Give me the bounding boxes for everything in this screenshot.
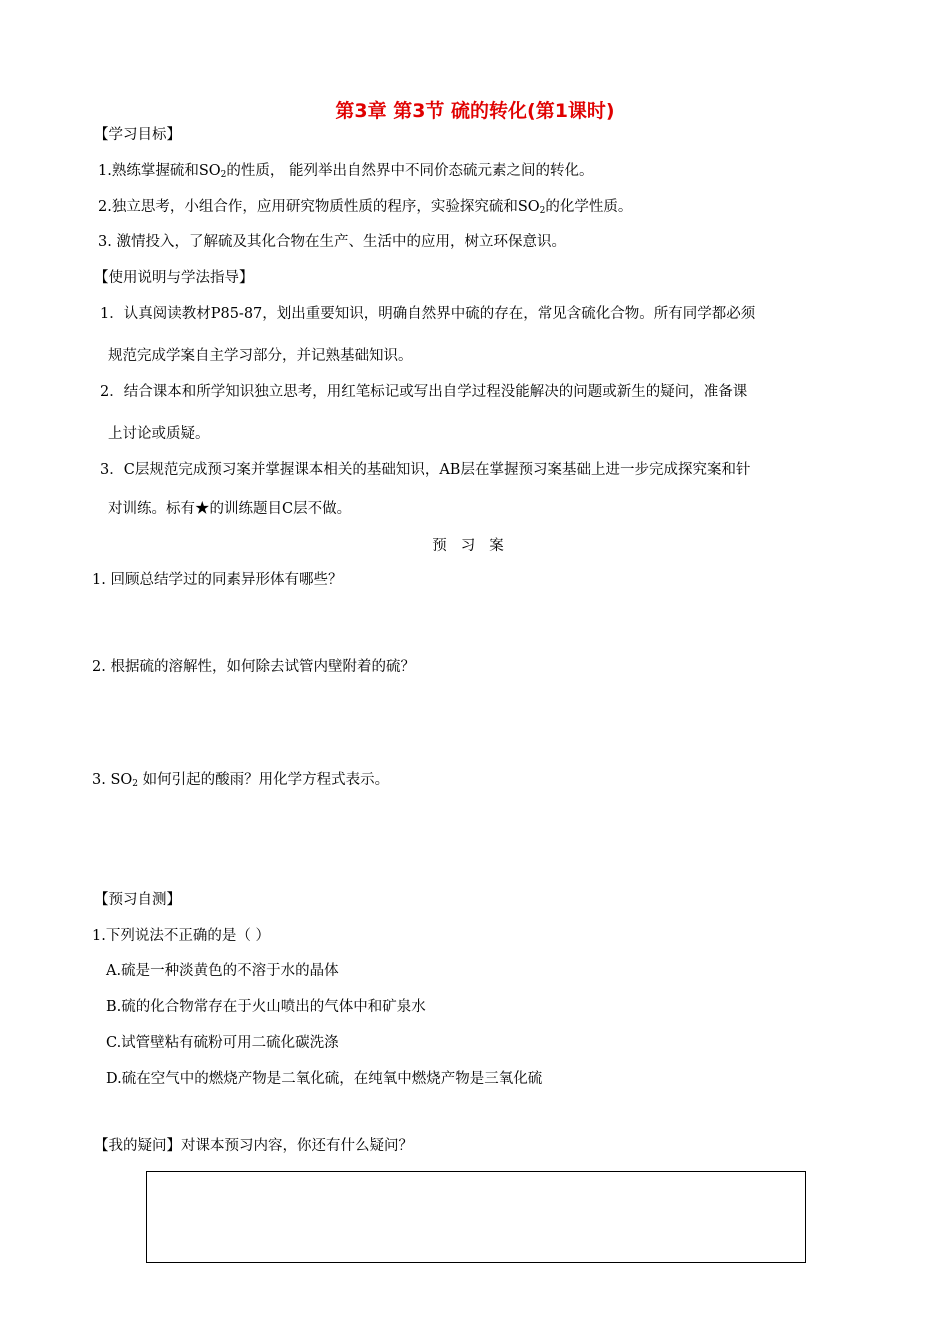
preview-question-1: 1. 回顾总结学过的同素异形体有哪些？ [92, 572, 343, 588]
instruction-item-1-line-1: 1．认真阅读教材P85-87，划出重要知识，明确自然界中硫的存在，常见含硫化合物。所有同学都必须 [100, 306, 756, 322]
instructions-heading: 【使用说明与学法指导】 [94, 270, 254, 286]
preview-question-2: 2. 根据硫的溶解性，如何除去试管内壁附着的硫？ [92, 659, 415, 675]
objective-item-3: 3. 激情投入，了解硫及其化合物在生产、生活中的应用，树立环保意识。 [98, 234, 566, 250]
option-d: D.硫在空气中的燃烧产物是二氧化硫，在纯氧中燃烧产物是三氧化硫 [106, 1071, 543, 1087]
instruction-item-2-line-2: 上讨论或质疑。 [108, 426, 210, 442]
objective-item-1: 1.熟练掌握硫和$SO_2$的性质， 能列举出自然界中不同价态硫元素之间的转化。 [98, 163, 594, 180]
instruction-item-3-line-2: 对训练。标有★的训练题目C层不做。 [108, 501, 352, 517]
my-questions-heading: 【我的疑问】对课本预习内容，你还有什么疑问？ [94, 1138, 413, 1154]
preview-question-3: 3. $SO_2$ 如何引起的酸雨？用化学方程式表示。 [92, 772, 390, 789]
option-c: C.试管壁粘有硫粉可用二硫化碳洗涤 [106, 1035, 339, 1051]
my-questions-answer-box[interactable] [146, 1171, 806, 1263]
self-test-heading: 【预习自测】 [94, 892, 181, 908]
option-b: B.硫的化合物常存在于火山喷出的气体中和矿泉水 [106, 999, 426, 1015]
instruction-item-2-line-1: 2．结合课本和所学知识独立思考，用红笔标记或写出自学过程没能解决的问题或新生的疑问，准备课 [100, 384, 748, 400]
option-a: A.硫是一种淡黄色的不溶于水的晶体 [106, 963, 339, 979]
instruction-item-3-line-1: 3．C层规范完成预习案并掌握课本相关的基础知识，AB层在掌握预习案基础上进一步完成探究案和针 [100, 462, 751, 478]
instruction-item-1-line-2: 规范完成学案自主学习部分，并记熟基础知识。 [108, 348, 413, 364]
preview-heading: 预习案 [432, 538, 518, 554]
self-test-question: 1.下列说法不正确的是（ ） [92, 928, 270, 944]
objectives-heading: 【学习目标】 [94, 127, 181, 143]
page-title: 第3章 第3节 硫的转化(第1课时) [335, 100, 615, 122]
objective-item-2: 2.独立思考，小组合作，应用研究物质性质的程序，实验探究硫和$SO_2$的化学性质。 [98, 199, 633, 216]
